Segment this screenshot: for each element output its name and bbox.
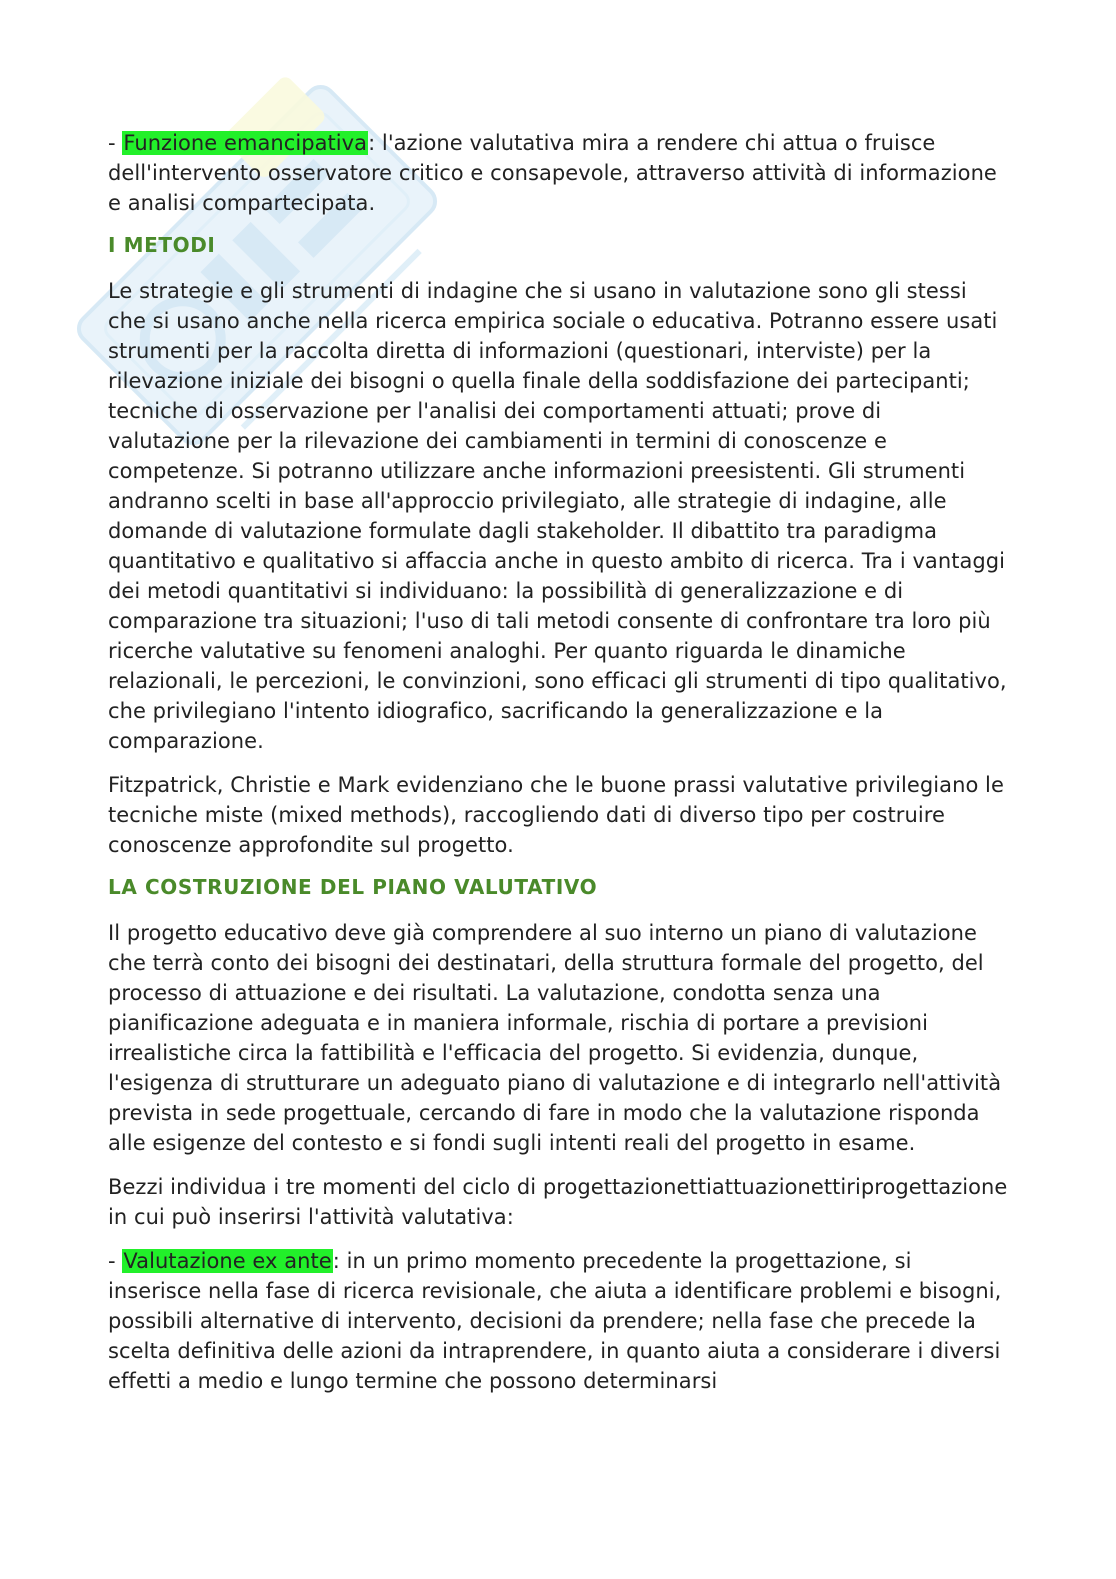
list-dash: - (108, 131, 123, 155)
list-dash: - (108, 1249, 123, 1273)
paragraph-valutazione-ex-ante (108, 1246, 1008, 1396)
highlighted-term-valutazione-ex-ante: Valutazione ex ante (123, 1249, 332, 1273)
paragraph-metodi-1: Le strategie e gli strumenti di indagine che si usano in valutazione sono gli stessi che si usano anche nella ricerca empirica sociale o educativa. Potranno essere usati strumenti per la raccolta diretta di informazioni (questionari, interviste) per la rilevazione iniziale dei bisogni o quella finale della soddisfazione dei partecipanti; tecniche di osservazione per l'analisi dei comportamenti attuati; prove di valutazione per la rilevazione dei cambiamenti in termini di conoscenze e competenze. Si potranno utilizzare anche informazioni preesistenti. Gli strumenti andranno scelti in base all'approccio privilegiato, alle strategie di indagine, alle domande di valutazione formulate dagli stakeholder. Il dibattito tra paradigma quantitativo e qualitativo si affaccia anche in questo ambito di ricerca. Tra i vantaggi dei metodi quantitativi si individuano: la possibilità di generalizzazione e di comparazione tra situazioni; l'uso di tali metodi consente di confrontare tra loro più ricerche valutative su fenomeni analoghi. Per quanto riguarda le dinamiche relazionali, le percezioni, le convinzioni, sono efficaci gli strumenti di tipo qualitativo, che privilegiano l'intento idiografico, sacrificando la generalizzazione e la comparazione. (108, 279, 1007, 753)
paragraph-piano-2: Bezzi individua i tre momenti del ciclo di progettazionettiattuazionettiriprogettazione in cui può inserirsi l'attività valutativa: (108, 1175, 1008, 1229)
paragraph-metodi-2: Fitzpatrick, Christie e Mark evidenziano che le buone prassi valutative privilegiano le tecniche miste (mixed methods), raccogliendo dati di diverso tipo per costruire conoscenze approfondite sul progetto. (108, 773, 1004, 857)
paragraph-piano-1: Il progetto educativo deve già comprendere al suo interno un piano di valutazione che terrà conto dei bisogni dei destinatari, della struttura formale del progetto, del processo di attuazione e dei risultati. La valutazione, condotta senza una pianificazione adeguata e in maniera informale, rischia di portare a previsioni irrealistiche circa la fattibilità e l'efficacia del progetto. Si evidenzia, dunque, l'esigenza di strutturare un adeguato piano di valutazione e di integrarlo nell'attività prevista in sede progettuale, cercando di fare in modo che la valutazione risponda alle esigenze del contesto e si fondi sugli intenti reali del progetto in esame. (108, 921, 1002, 1155)
paragraph-text: : in un primo momento precedente la progettazione, si inserisce nella fase di ricerca revisionale, che aiuta a identificare problemi e bisogni, possibili alternative di intervento, decisioni da prendere; nella fase che precede la scelta definitiva delle azioni da intraprendere, in quanto aiuta a considerare i diversi effetti a medio e lungo termine che possono determinarsi (108, 1249, 1002, 1393)
paragraph-funzione-emancipativa (108, 128, 1008, 218)
heading-costruzione-piano-valutativo: LA COSTRUZIONE DEL PIANO VALUTATIVO (108, 875, 598, 899)
document-page (108, 128, 1008, 1410)
paragraph-text: : l'azione valutativa mira a rendere chi attua o fruisce dell'intervento osservatore critico e consapevole, attraverso attività di informazione e analisi compartecipata. (108, 131, 997, 215)
heading-i-metodi: I METODI (108, 233, 216, 257)
highlighted-term-funzione-emancipativa: Funzione emancipativa (123, 131, 368, 155)
